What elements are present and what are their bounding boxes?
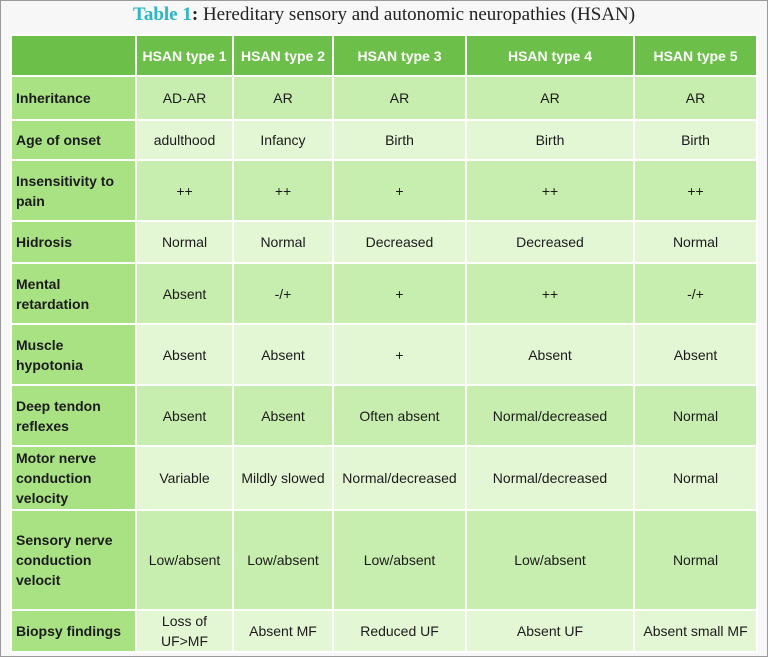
table-cell: Absent xyxy=(136,324,233,385)
table-cell: ++ xyxy=(466,263,634,324)
table-cell: Decreased xyxy=(333,221,466,263)
table-cell: Reduced UF xyxy=(333,610,466,652)
table-cell: Normal/decreased xyxy=(333,446,466,510)
table-cell: ++ xyxy=(466,160,634,221)
table-cell: Absent xyxy=(634,324,757,385)
table-cell: Loss of UF>MF xyxy=(136,610,233,652)
corner-cell xyxy=(11,35,136,76)
table-cell: Absent xyxy=(233,324,333,385)
table-row xyxy=(11,221,757,263)
table-cell: Normal xyxy=(634,510,757,610)
column-header: HSAN type 1 xyxy=(136,35,233,76)
table-cell: Normal xyxy=(634,385,757,446)
table-cell: Normal xyxy=(634,221,757,263)
table-cell: AR xyxy=(333,76,466,120)
hsan-table xyxy=(10,34,758,653)
row-label: Inheritance xyxy=(11,76,136,120)
table-cell: Absent xyxy=(136,263,233,324)
column-header: HSAN type 4 xyxy=(466,35,634,76)
row-label: Sensory nerve conduction velocit xyxy=(11,510,136,610)
table-row xyxy=(11,76,757,120)
table-cell: Birth xyxy=(634,120,757,160)
caption-separator: : xyxy=(191,4,199,25)
table-row xyxy=(11,446,757,510)
table-cell: Birth xyxy=(466,120,634,160)
table-cell: ++ xyxy=(634,160,757,221)
table-cell: Low/absent xyxy=(136,510,233,610)
table-cell: Normal/decreased xyxy=(466,385,634,446)
table-row xyxy=(11,160,757,221)
table-cell: Absent UF xyxy=(466,610,634,652)
table-cell: Infancy xyxy=(233,120,333,160)
table-row xyxy=(11,120,757,160)
table-cell: Decreased xyxy=(466,221,634,263)
row-label: Insensitivity to pain xyxy=(11,160,136,221)
table-cell: -/+ xyxy=(233,263,333,324)
table-cell: + xyxy=(333,263,466,324)
row-label: Mental retardation xyxy=(11,263,136,324)
table-cell: AR xyxy=(634,76,757,120)
table-cell: Absent MF xyxy=(233,610,333,652)
table-cell: Absent xyxy=(466,324,634,385)
table-cell: Absent xyxy=(136,385,233,446)
table-cell: AR xyxy=(233,76,333,120)
column-header: HSAN type 3 xyxy=(333,35,466,76)
table-cell: Variable xyxy=(136,446,233,510)
row-label: Muscle hypotonia xyxy=(11,324,136,385)
table-cell: adulthood xyxy=(136,120,233,160)
table-title: Hereditary sensory and autonomic neuropathies (HSAN) xyxy=(202,4,636,25)
table-cell: -/+ xyxy=(634,263,757,324)
table-cell: Low/absent xyxy=(233,510,333,610)
row-label: Deep tendon reflexes xyxy=(11,385,136,446)
table-cell: Birth xyxy=(333,120,466,160)
table-cell: Normal xyxy=(634,446,757,510)
table-cell: Absent small MF xyxy=(634,610,757,652)
column-header: HSAN type 2 xyxy=(233,35,333,76)
column-header: HSAN type 5 xyxy=(634,35,757,76)
table-row xyxy=(11,510,757,610)
table-cell: + xyxy=(333,160,466,221)
table-cell: ++ xyxy=(233,160,333,221)
row-label: Motor nerve conduction velocity xyxy=(11,446,136,510)
table-cell: ++ xyxy=(136,160,233,221)
table-row xyxy=(11,610,757,652)
row-label: Age of onset xyxy=(11,120,136,160)
table-cell: Mildly slowed xyxy=(233,446,333,510)
row-label: Hidrosis xyxy=(11,221,136,263)
table-cell: Low/absent xyxy=(466,510,634,610)
table-label: Table 1 xyxy=(132,4,192,25)
table-cell: Normal xyxy=(136,221,233,263)
table-cell: Absent xyxy=(233,385,333,446)
table-row xyxy=(11,263,757,324)
header-row xyxy=(11,35,757,76)
table-cell: Normal xyxy=(233,221,333,263)
row-label: Biopsy findings xyxy=(11,610,136,652)
table-cell: AR xyxy=(466,76,634,120)
table-row xyxy=(11,324,757,385)
table-cell: Low/absent xyxy=(333,510,466,610)
table-cell: AD-AR xyxy=(136,76,233,120)
table-cell: Often absent xyxy=(333,385,466,446)
table-caption xyxy=(0,4,768,26)
table-cell: + xyxy=(333,324,466,385)
table-cell: Normal/decreased xyxy=(466,446,634,510)
table-row xyxy=(11,385,757,446)
